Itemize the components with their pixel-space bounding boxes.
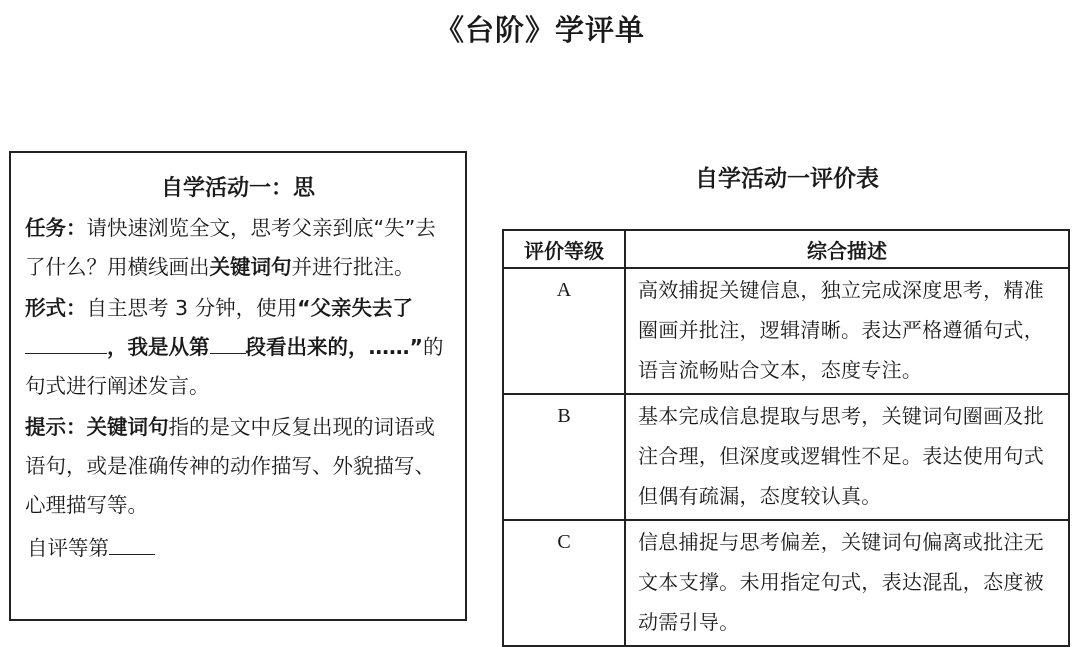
hint-label: 提示： [25, 415, 87, 439]
evaluation-table-heading: 自学活动一评价表 [695, 166, 879, 192]
form-sentence-pattern-mid: ，我是从第 [107, 335, 210, 359]
grade-c: C [503, 520, 625, 646]
page-title: 《台阶》学评单 [434, 13, 645, 47]
table-row [503, 268, 1069, 394]
description-b: 基本完成信息提取与思考，关键词句圈画及批注合理，但深度或逻辑性不足。表达使用句式但偶有疏漏，态度较认真。 [625, 394, 1069, 520]
form-label: 形式： [25, 296, 87, 320]
grade-a: A [503, 268, 625, 394]
fill-blank-paragraph [210, 333, 246, 354]
task-label: 任务： [25, 216, 87, 240]
header-description: 综合描述 [625, 230, 1069, 268]
grade-b: B [503, 394, 625, 520]
fill-blank-lost [25, 333, 107, 354]
description-c: 信息捕捉与思考偏差，关键词句偏离或批注无文本支撑。未用指定句式，表达混乱，态度被动需引导。 [625, 520, 1069, 646]
hint-keyword: 关键词句 [86, 415, 169, 439]
form-sentence-pattern-start: “父亲失去了 [297, 296, 414, 320]
task-keyword: 关键词句 [209, 255, 292, 279]
table-row [503, 520, 1069, 646]
activity-heading: 自学活动一：思 [160, 176, 315, 201]
task-text: 请快速浏览全文，思考父亲到底“失”去了什么？用横线画出 [25, 216, 436, 279]
table-row [503, 394, 1069, 520]
form-sentence-pattern-end: 段看出来的，……” [245, 335, 423, 359]
self-eval-line [25, 529, 451, 568]
fill-blank-grade [109, 534, 155, 555]
form-paragraph [25, 289, 451, 406]
task-paragraph [25, 209, 451, 287]
description-a: 高效捕捉关键信息，独立完成深度思考，精准圈画并批注，逻辑清晰。表达严格遵循句式，语言流畅贴合文本，态度专注。 [625, 268, 1069, 394]
form-text-end: 的句式进行阐述发言。 [25, 335, 444, 398]
form-text: 自主思考 3 分钟，使用 [86, 296, 298, 320]
hint-text: 指的是文中反复出现的词语或语句，或是准确传神的动作描写、外貌描写、心理描写等。 [25, 415, 435, 517]
activity-box [9, 151, 467, 621]
task-text-end: 并进行批注。 [291, 255, 415, 279]
self-eval-label: 自评等第 [27, 536, 109, 560]
hint-paragraph [25, 408, 451, 525]
evaluation-table [502, 229, 1070, 647]
table-header-row [503, 230, 1069, 268]
header-grade: 评价等级 [503, 230, 625, 268]
